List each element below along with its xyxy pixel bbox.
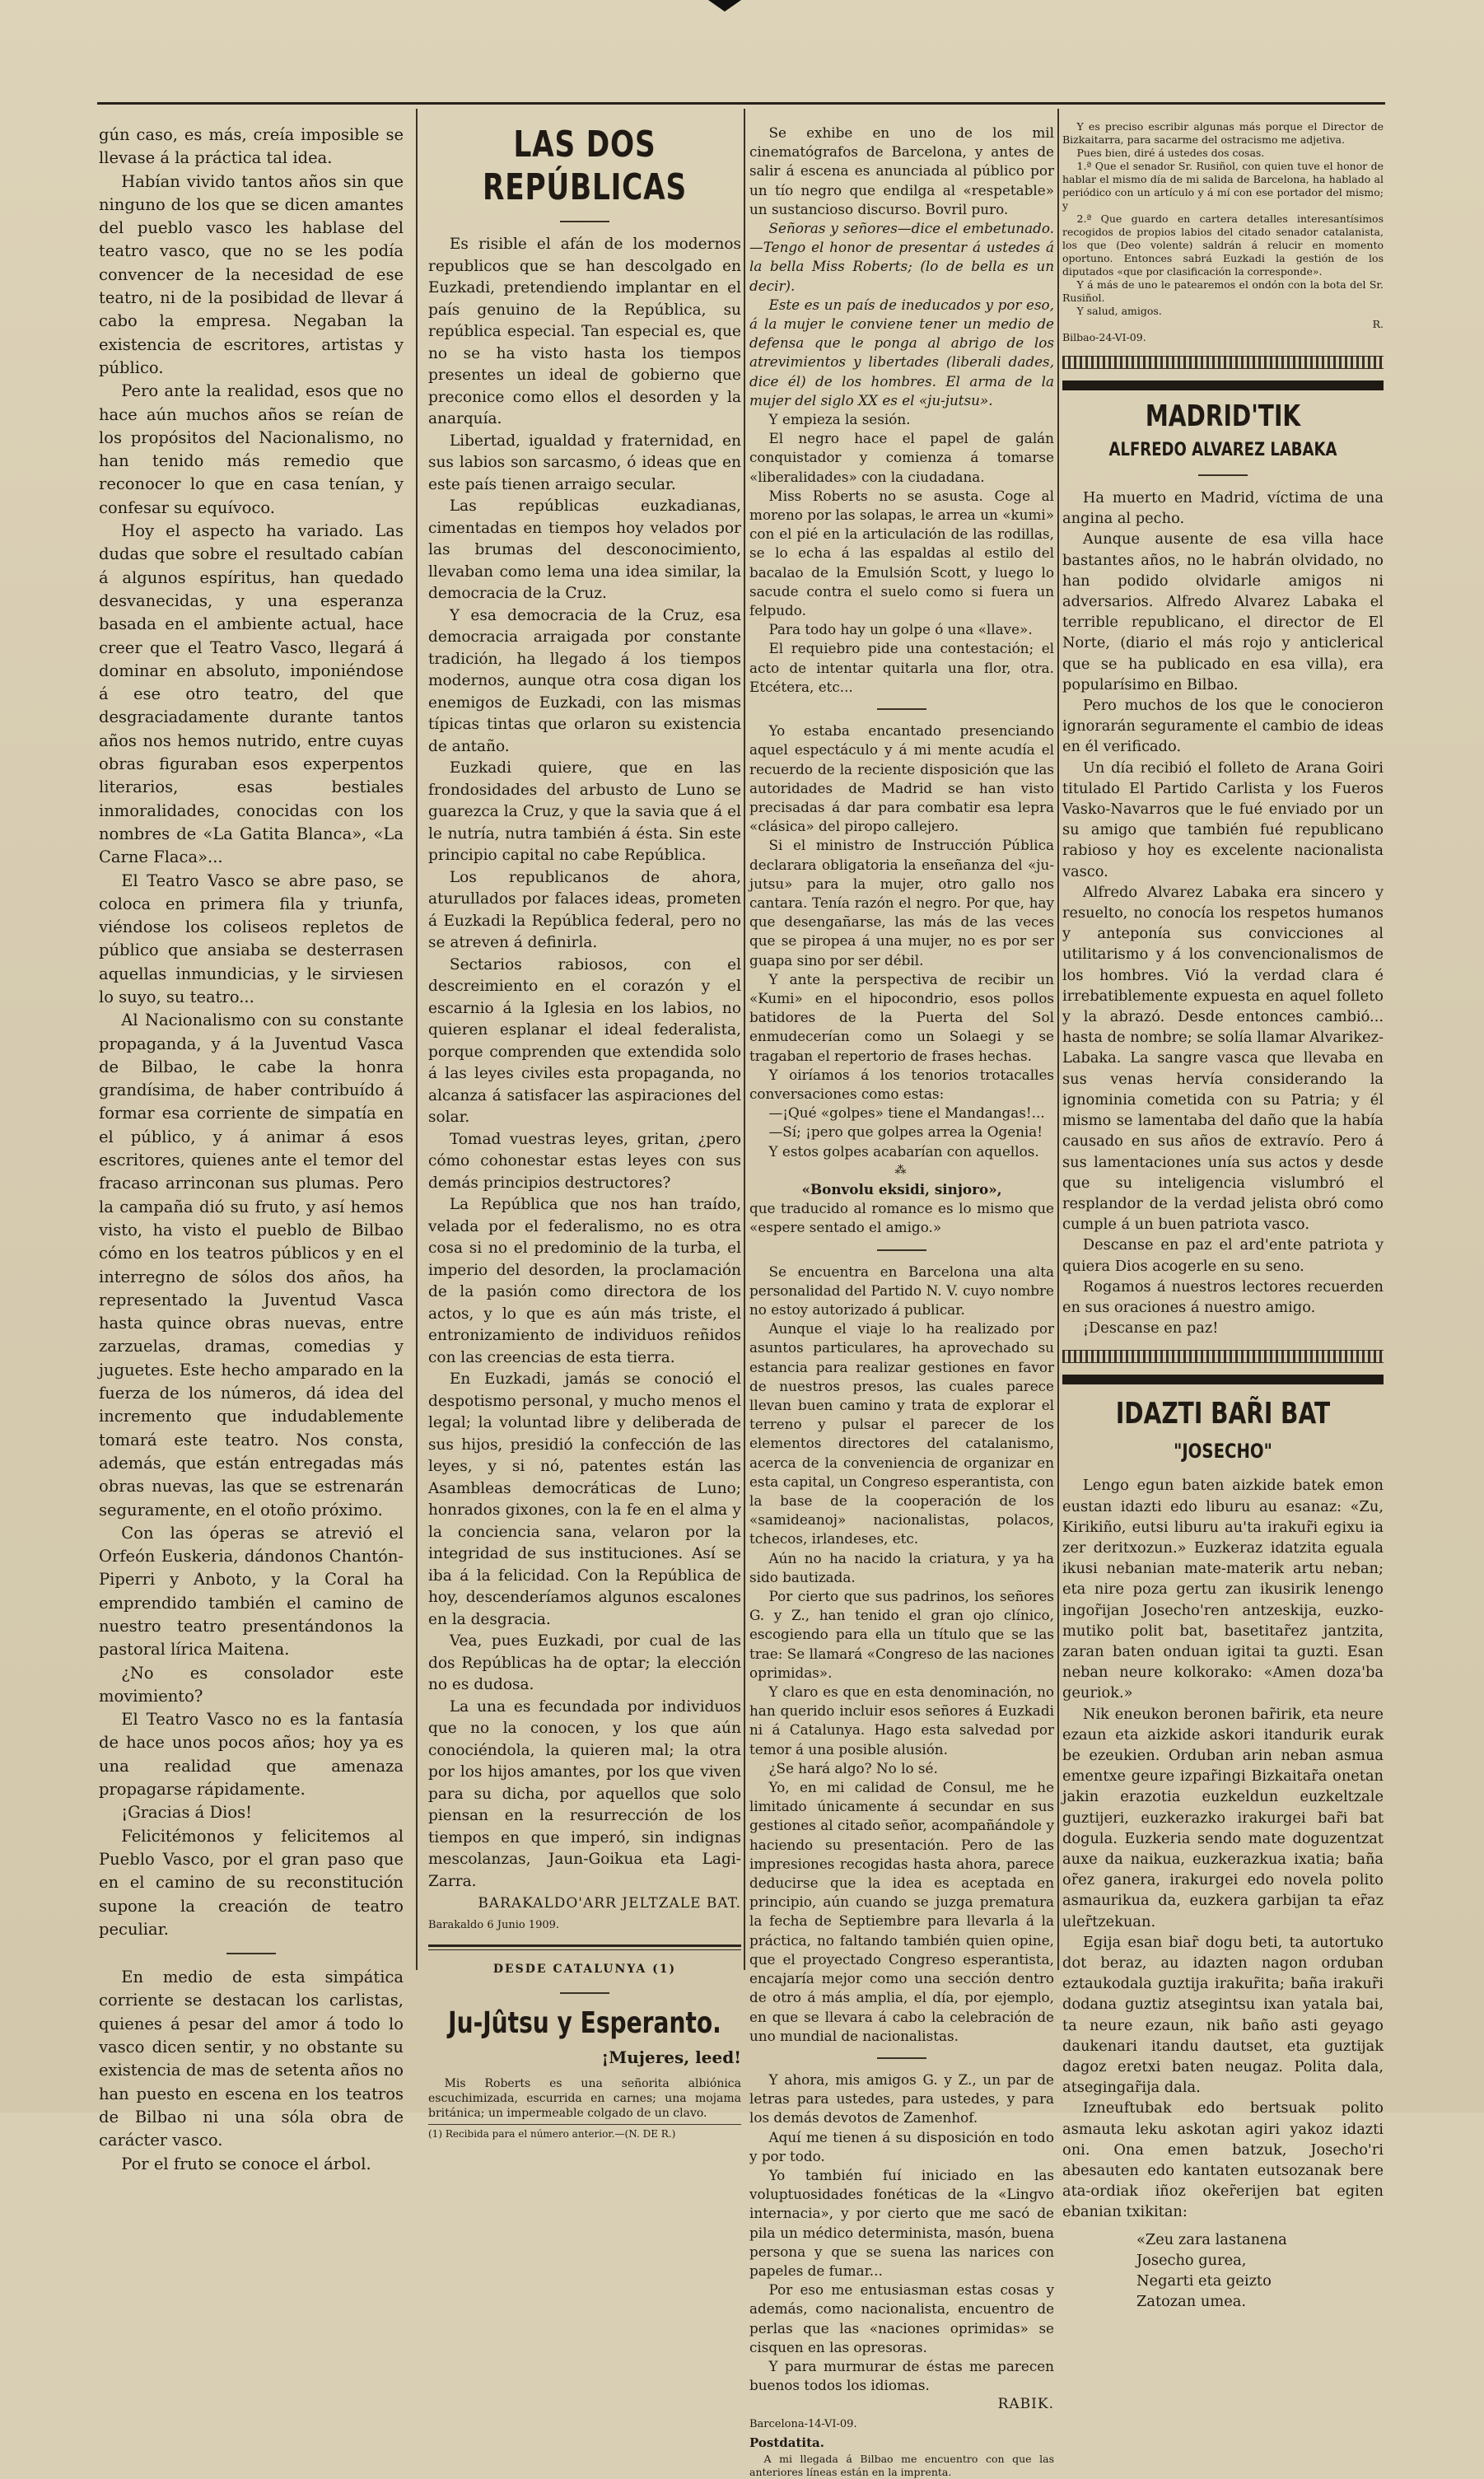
paragraph: Nik eneukon beronen bar̃irik, eta neure ezaun eta aizkide askori itandurik eurak be ezeukien. Orduban arin neban asmua ementxe geure izpar̃ingi Bizkaitar̃a onetan jakin erazotia euzkeldun euzkeltzale guztijeri, euzkerazko irakurgei bar̃i bat dogula. Euzkeria sendo mate doguzentzat auxe da naikua, euzkerazkua ixatia; baña or̃ez ganera, irakurgei edo novela polito asmaurikua da, euzkera garbijan ta er̃az uler̃tzekuan.	[1062, 1705, 1384, 1930]
paragraph: En medio de esta simpática corriente se destacan los carlistas, quienes á pesar del amor á todo lo vasco dicen sentir, y no obstante su existencia de mas de setenta años no han puesto en escena en los teatros de Bilbao ni una sóla obra de carácter vasco.	[99, 1968, 404, 2150]
footnote: (1) Recibida para el número anterior.—(N. DE R.)	[428, 2124, 741, 2141]
paragraph: Izneuftubak edo bertsuak polito asmauta leku askotan agiri yakoz idazti oni. Ona emen batzuk, Josecho'ri abesauten edo kantaten eutsozanak bere ata-ordiak iñoz oker̃erijen bat egiten ebanian txikitan:	[1062, 2099, 1384, 2221]
paragraph: Y ahora, mis amigos G. y Z., un par de letras para ustedes, para ustedes, y para los demás devotos de Zamenhof.	[749, 2071, 1054, 2127]
paragraph: Descanse en paz el ard'ente patriota y quiera Dios acogerle en su seno.	[1062, 1236, 1384, 1275]
column-divider	[1057, 109, 1059, 1970]
paragraph: Y para murmurar de éstas me parecen buenos todos los idiomas.	[749, 2357, 1054, 2394]
paragraph: La República que nos han traído, velada por el federalismo, no es otra cosa si no el predominio de la turba, el imperio del desorden, la proclamación de la pasión como directora de los actos, y lo que es aún más triste, el entronizamiento de individuos reñidos con las creencias de esta tierra.	[428, 1196, 741, 1366]
paragraph: La una es fecundada por individuos que no la conocen, y los que aún conociéndola, la quieren mal; la otra por los hijos amantes, por los que viven para su dicha, por aquellos que solo piensan en la resurrección de los tiempos en que imperó, sin indignas mescolanzas, Jaun-Goikua eta Lagi-Zarra.	[428, 1697, 741, 1890]
paragraph: Y salud, amigos.	[1076, 305, 1162, 317]
paragraph: Y á más de uno le patearemos el ondón con la bota del Sr. Rusiñol.	[1062, 278, 1384, 304]
paragraph: Y estos golpes acabarían con aquellos.	[768, 1142, 1039, 1160]
paragraph: —¡Qué «golpes» tiene el Mandangas!...	[768, 1104, 1045, 1122]
paragraph: Por eso me entusiasman estas cosas y además, como nacionalista, encuentro de perlas que las «naciones oprimidas» se cisquen en las opresoras.	[749, 2281, 1054, 2355]
paragraph: Por cierto que sus padrinos, los señores G. y Z., han tenido el gran ojo clínico, escogiendo para ella un título que se las trae: Se llamará «Congreso de las naciones oprimidas».	[749, 1588, 1054, 1681]
paragraph: Rogamos á nuestros lectores recuerden en sus oraciones á nuestro amigo.	[1062, 1277, 1384, 1316]
paragraph: Si el ministro de Instrucción Pública declarara obligatoria la enseñanza del «ju-jutsu» para la mujer, otro gallo nos cantara. Tenía razón el negro. Por que, hay que desengañarse, las más de las veces que se piropea á una mujer, no es por ser guapa sino por ser débil.	[749, 837, 1054, 969]
dateline: Bilbao-24-VI-09.	[1062, 331, 1146, 343]
paragraph: —Sí; ¡pero que golpes arrea la Ogenia!	[768, 1123, 1043, 1141]
paragraph: Aquí me tienen á su disposición en todo y por todo.	[749, 2128, 1054, 2164]
paragraph: ¿No es consolador este movimiento?	[99, 1663, 404, 1706]
paragraph: Tomad vuestras leyes, gritan, ¿pero cómo cohonestar estas leyes con sus demás principios destructores?	[428, 1130, 741, 1192]
poem-line: Negarti eta geizto	[1136, 2271, 1272, 2290]
paragraph: Las repúblicas euzkadianas, cimentadas en tiempos hoy velados por las brumas del desconocimiento, llevaban como lema una idea similar, la democracia de la Cruz.	[428, 497, 741, 602]
article-title: IDAZTI BAR̃I BAT	[1115, 1397, 1331, 1431]
separator	[877, 1249, 926, 1251]
ornamental-rule	[1062, 356, 1384, 369]
paragraph: Hoy el aspecto ha variado. Las dudas que sobre el resultado cabían á algunos espíritus, han quedado desvanecidas, y una esperanza basada en el ambiente actual, hace creer que el Teatro Vasco, llegará á dominar en absoluto, imponiéndose á ese otro teatro, del que desgraciadamente durante tantos años nos hemos nutrido, entre cuyas obras figuraban esos experpentos literarios, esas bestiales inmoralidades, conocidas con los nombres de «La Gatita Blanca», «La Carne Flaca»...	[99, 521, 404, 867]
paragraph: Aunque ausente de esa villa hace bastantes años, no le habrán olvidado, no han podido olvidarle amigos ni adversarios. Alfredo Alvarez Labaka el terrible republicano, el director de El Norte, (diario el más rojo y anticlerical que se ha publicado en esa villa), era popularísimo en Bilbao.	[1062, 530, 1384, 693]
paragraph: Alfredo Alvarez Labaka era sincero y resuelto, no conocía los respetos humanos y anteponía sus convicciones al utilitarismo y á los convencionalismos de los hombres. Vió la verdad clara é irrebatiblemente expuesta en aquel folleto y la abrazó. Desde entonces cambió... hasta de nombre; se solía llamar Alvarikez-Labaka. La sangre vasca que llevaba en sus venas hervía considerando la ignominia cometida con su Patria; y él mismo se lamentaba del daño que la había causado en sus años de extravío. Pero á sus lamentaciones unía sus actos y desde que su inteligencia vislumbró el resplandor de la verdad jelista obró como cumple á un buen patriota vasco.	[1062, 883, 1384, 1234]
postdata-title: Postdatita.	[749, 2435, 824, 2450]
paragraph: Yo también fuí iniciado en las voluptuosidades fonéticas de la «Lingvo internacia», y por cierto que me sacó de pila un médico determinista, masón, buena persona y que se suena las narices con papeles de fumar...	[749, 2166, 1054, 2279]
paragraph: ¡Gracias á Dios!	[121, 1803, 252, 1823]
article-title: MADRID'TIK	[1145, 399, 1301, 433]
paragraph: Felicitémonos y felicitemos al Pueblo Vasco, por el gran paso que en el camino de su reconstitución supone la creación de teatro peculiar.	[99, 1826, 404, 1939]
paragraph: Egija esan biar̃ dogu beti, ta autortuko dot beraz, au idazten nagon orduban eztaukodala guztija irakur̃ita; baña irakur̃i dodana guztiz atsegintsu ixan yatala bai, ta neure ezaun, nik baño asti geyago daukenari itandu dautset, eta guztijak dagoz eretxi baten neugaz. Polita dala, atsegingar̃ija dala.	[1062, 1933, 1384, 2097]
subheading: "JOSECHO"	[1174, 1440, 1272, 1464]
column-divider	[744, 109, 745, 1970]
paragraph: Pero ante la realidad, esos que no hace aún muchos años se reían de los propósitos del Nacionalismo, no han tenido más remedio que reconocer lo que en casa tenían, y confesar su equívoco.	[99, 381, 404, 517]
paragraph: Y esa democracia de la Cruz, esa democracia arraigada por constante tradición, ha llegado á los tiempos modernos, aunque otra cosa digan los enemigos de Euzkadi, con las mismas típicas tintas que orlaron su existencia de antaño.	[428, 606, 741, 755]
paragraph: Y ante la perspectiva de recibir un «Kumi» en el hipocondrio, esos pollos batidores de la Puerta del Sol enmudecerían como un Solaegi y se tragaban el repertorio de frases hechas.	[749, 970, 1054, 1064]
paragraph: Yo estaba encantado presenciando aquel espectáculo y á mi mente acudía el recuerdo de la reciente disposición que las autoridades de Madrid se han visto precisadas á dar para combatir esa lepra «clásica» del piropo callejero.	[749, 722, 1054, 835]
paragraph: Al Nacionalismo con su constante propaganda, y á la Juventud Vasca de Bilbao, le cabe la honra grandísima, de haber contribuído á formar esa corriente de simpatía en el público, y á animar á esos escritores, quienes ante el temor del fracaso arrinconan sus plumas. Pero la campaña dió su fruto, y así hemos visto, ha visto el pueblo de Bilbao cómo en los teatros públicos y en el interregno de sólos dos años, ha representado la Juventud Vasca hasta quince obras nuevas, entre zarzuelas, dramas, comedias y juguetes. Este hecho amparado en la fuerza de los números, dá idea del incremento que indudablemente tomará este teatro. Nos consta, además, que están entregadas más obras nuevas, las que se estrenarán seguramente, en el otoño próximo.	[99, 1011, 404, 1520]
separator	[877, 708, 926, 710]
separator	[560, 221, 609, 222]
paragraph: Pues bien, diré á ustedes dos cosas.	[1076, 147, 1265, 159]
poem-line: Zatozan umea.	[1136, 2292, 1246, 2310]
black-bar	[1062, 380, 1384, 390]
paragraph: Con las óperas se atrevió el Orfeón Euskeria, dándonos Chantón-Piperri y Anboto, y la Coral ha emprendido también el camino de nuestro teatro presentándonos la pastoral lírica Maitena.	[99, 1523, 404, 1660]
paragraph: Y es preciso escribir algunas más porque el Director de Bizkaitarra, para sacarme del ostracismo me adjetiva.	[1062, 120, 1384, 146]
black-bar	[1062, 1375, 1384, 1384]
paragraph: Un día recibió el folleto de Arana Goiri titulado El Partido Carlista y los Fueros Vasko-Navarros que le fué enviado por un su amigo que también fué republicano rabioso y hoy es excelente nacionalista vasco.	[1062, 759, 1384, 880]
paragraph: Señoras y señores—dice el embetunado.—Tengo el honor de presentar á ustedes á la bella Miss Roberts; (lo de bella es un decir).	[749, 220, 1054, 294]
article-title: LAS DOS REPÚBLICAS	[483, 124, 687, 208]
separator	[1198, 474, 1248, 476]
separator	[877, 2057, 926, 2059]
paragraph: Lengo egun baten aizkide batek emon eustan idazti edo liburu au esanaz: «Zu, Kirikiño, eutsi liburu au'ta irakur̃i egixu ia zer deritxozun.» Euzkeraz idatzita eguala ikusi nebanian mate-materik artu neban; eta nire poza gertu zan ikusirik lenengo ingor̃ijan Josecho'ren antzeskija, euzko-mutiko polit bat, basetitar̃ez jantzita, zaran baten onduan igitai ta guzti. Esan neban neure kolkorako: «Amen doza'ba geuriok.»	[1062, 1477, 1384, 1702]
dateline: Barcelona-14-VI-09.	[749, 2417, 857, 2430]
paragraph: El Teatro Vasco se abre paso, se coloca en primera fila y triunfa, viéndose los coliseos repletos de público que ansiaba se desterrasen aquellas inmundicias, y le sirviesen lo suyo, su teatro...	[99, 871, 404, 1006]
subheading: ALFREDO ALVAREZ LABAKA	[1108, 440, 1337, 460]
paragraph: El negro hace el papel de galán conquistador y comienza á tomarse «liberalidades» con la ciudadana.	[749, 430, 1054, 485]
paragraph: Y empieza la sesión.	[768, 411, 911, 428]
paragraph: 2.ª Que guardo en cartera detalles interesantísimos recogidos de propios labios del citado senador catalanista, los que (Deo volente) saldrán á relucir en momento oportuno. Entonces sabrá Euzkadi la gestión de los diputados «que por clasificación la corresponde».	[1062, 212, 1384, 278]
column-1	[99, 124, 404, 2173]
paragraph: Sectarios rabiosos, con el descreimiento en el corazón y el escarnio á la Iglesia en los labios, no quieren esplanar el ideal federalista, porque comprenden que extendida solo á las leyes civiles esta propaganda, no alcanza á satisfacer las aspiraciones del solar.	[428, 955, 741, 1126]
column-2	[428, 124, 741, 2140]
paragraph: Y claro es que en esta denominación, no han querido incluir esos señores á Euzkadi ni á Catalunya. Hago esta salvedad por temor á una posible alusión.	[749, 1683, 1054, 1758]
paragraph: Ha muerto en Madrid, víctima de una angina al pecho.	[1062, 489, 1384, 528]
paragraph: En Euzkadi, jamás se conoció el despotismo personal, y mucho menos el legal; la voluntad libre y deliberada de sus hijos, presidió la confección de las leyes, y si nó, patentes están las Asambleas democráticas de Luno; honrados gixones, con la fe en el alma y la conciencia sana, velaron por la integridad de sus instituciones. Así se iba á la felicidad. Con la República de hoy, descenderíamos algunos escalones en la desgracia.	[428, 1370, 741, 1628]
column-3	[749, 124, 1054, 2478]
separator	[560, 1992, 609, 1994]
paragraph: Este es un país de ineducados y por eso, á la mujer le conviene tener un medio de defensa que le ponga al abrigo de los atrevimientos y libertades (liberali dades, dice él) de los hombres. El arma de la mujer del siglo XX es el «ju-jutsu».	[749, 296, 1054, 408]
paragraph: Yo, en mi calidad de Consul, me he limitado únicamente á secundar en sus gestiones al citado señor, acompañándole y haciendo su presentación. Pero de las impresiones recogidas hasta ahora, parece deducirse que la idea es aceptada en principio, aún cuando se juzga prematura la fecha de Septiembre para llevarla á la práctica, no faltando también quien opine, que el proyectado Congreso esperantista, encajaría mejor como una sección dentro de otro á más amplia, el día, por ejemplo, en que se llevara á cabo la celebración de uno mundial de nacionalistas.	[749, 1779, 1054, 2044]
paragraph: El requiebro pide una contestación; el acto de intentar quitarla una flor, otra. Etcétera, etc...	[749, 640, 1054, 695]
separator	[428, 1944, 741, 1950]
column-4	[1062, 120, 1384, 2310]
paragraph: Euzkadi quiere, que en las frondosidades del arbusto de Luno se guarezca la Cruz, y que la savia que á el le nutría, nutra también á ésta. Sin este principio capital no cabe República.	[428, 759, 741, 864]
paragraph: Habían vivido tantos años sin que ninguno de los que se dicen amantes del pueblo vasco les hablase del teatro vasco, que no se les podía convencer de la necesidad de ese teatro, ni de la posibidad de llevar á cabo la empresa. Negaban la existencia de escritores, artistas y público.	[99, 171, 404, 377]
paragraph: Y oiríamos á los tenorios trotacalles conversaciones como estas:	[749, 1066, 1054, 1102]
subheading: «Bonvolu eksidi, sinjoro»,	[801, 1180, 1002, 1197]
top-rule	[97, 102, 1385, 105]
paragraph: Es risible el afán de los modernos republicos que se han descolgado en Euzkadi, pretendiendo implantar en el país genuino de la República, su república especial. Tan especial es, que no se ha visto hasta los tiempos presentes un ideal de gobierno que preconice como ellos el desorden y la anarquía.	[428, 236, 741, 427]
poem	[1062, 2229, 1384, 2312]
paragraph: El Teatro Vasco no es la fantasía de hace unos pocos años; hoy ya es una realidad que amenaza propagarse rápidamente.	[99, 1710, 404, 1800]
paragraph: Pero muchos de los que le conocieron ignorarán seguramente el cambio de ideas en él verificado.	[1062, 697, 1384, 756]
paragraph: ¡Descanse en paz!	[1082, 1319, 1219, 1338]
paragraph: Vea, pues Euzkadi, por cual de las dos Repúblicas ha de optar; la elección no es dudosa.	[428, 1632, 741, 1693]
paragraph: gún caso, es más, creía imposible se llevase á la práctica tal idea.	[99, 125, 404, 168]
paragraph: Miss Roberts no se asusta. Coge al moreno por las solapas, le arrea un «kumi» con el pié en la articulación de las rodillas, se lo echa á las espaldas al estilo del bacalao de la Emulsión Scott, y luego lo sacude contra el suelo como si fuera un felpudo.	[749, 487, 1054, 619]
postdata: A mi llegada á Bilbao me encuentro con que las anteriores líneas están en la imprenta.	[749, 2452, 1054, 2478]
dateline: Barakaldo 6 Junio 1909.	[428, 1918, 560, 1931]
paragraph: que traducido al romance es lo mismo que «espere sentado el amigo.»	[749, 1200, 1054, 1236]
signature: RABIK.	[997, 2396, 1054, 2413]
article-title: Ju-Jûtsu y Esperanto.	[448, 2005, 721, 2040]
ink-mark	[708, 0, 741, 12]
paragraph: Para todo hay un golpe ó una «llave».	[768, 621, 1033, 638]
column-divider	[416, 109, 418, 1970]
paragraph: Se exhibe en uno de los mil cinematógrafos de Barcelona, y antes de salir á escena es anunciada al público por un tío negro que endilga al «respetable» un sustancioso discurso. Bovril puro.	[749, 124, 1054, 217]
paragraph: Los republicanos de ahora, aturullados por falaces ideas, prometen á Euzkadi la República federal, pero no se atreven á definirla.	[428, 868, 741, 951]
signature: R.	[1372, 318, 1384, 330]
paragraph: Mis Roberts es una señorita albiónica escuchimizada, escurrida en carnes; una mojama británica; un impermeable colgado de un clavo.	[428, 2077, 741, 2120]
separator	[226, 1953, 276, 1954]
ornamental-rule	[1062, 1350, 1384, 1363]
section-label: DESDE CATALUNYA (1)	[492, 1963, 677, 1976]
paragraph: Aún no ha nacido la criatura, y ya ha sido bautizada.	[749, 1549, 1054, 1585]
signature: BARAKALDO'ARR JELTZALE BAT.	[478, 1895, 741, 1912]
poem-line: «Zeu zara lastanena	[1136, 2230, 1287, 2248]
paragraph: Aunque el viaje lo ha realizado por asuntos particulares, ha aprovechado su estancia para realizar gestiones en favor de nuestros presos, las cuales parece llevan buen camino y trata de explorar el terreno y pulsar el parecer de los elementos directores del catalanismo, acerca de la conveniencia de organizar en esta capital, un Congreso esperantista, con la base de la cooperación de los «samideanoj» nacionalistas, polacos, tchecos, irlandeses, etc.	[749, 1320, 1054, 1548]
paragraph: Libertad, igualdad y fraternidad, en sus labios son sarcasmo, ó ideas que en este país tienen arraigo secular.	[428, 432, 741, 493]
subheading: ¡Mujeres, leed!	[601, 2047, 741, 2067]
paragraph: Se encuentra en Barcelona una alta personalidad del Partido N. V. cuyo nombre no estoy autorizado á publicar.	[749, 1263, 1054, 1318]
paragraph: Por el fruto se conoce el árbol.	[121, 2154, 371, 2173]
paragraph: 1.ª Que el senador Sr. Rusiñol, con quien tuve el honor de hablar el mismo día de mi salida de Barcelona, ha hablado al periódico con un artículo y á mí con ese portador del mismo; y	[1062, 160, 1384, 212]
asterism: ⁂	[894, 1163, 909, 1177]
paragraph: ¿Se hará algo? No lo sé.	[768, 1759, 938, 1776]
poem-line: Josecho gurea,	[1136, 2251, 1247, 2269]
